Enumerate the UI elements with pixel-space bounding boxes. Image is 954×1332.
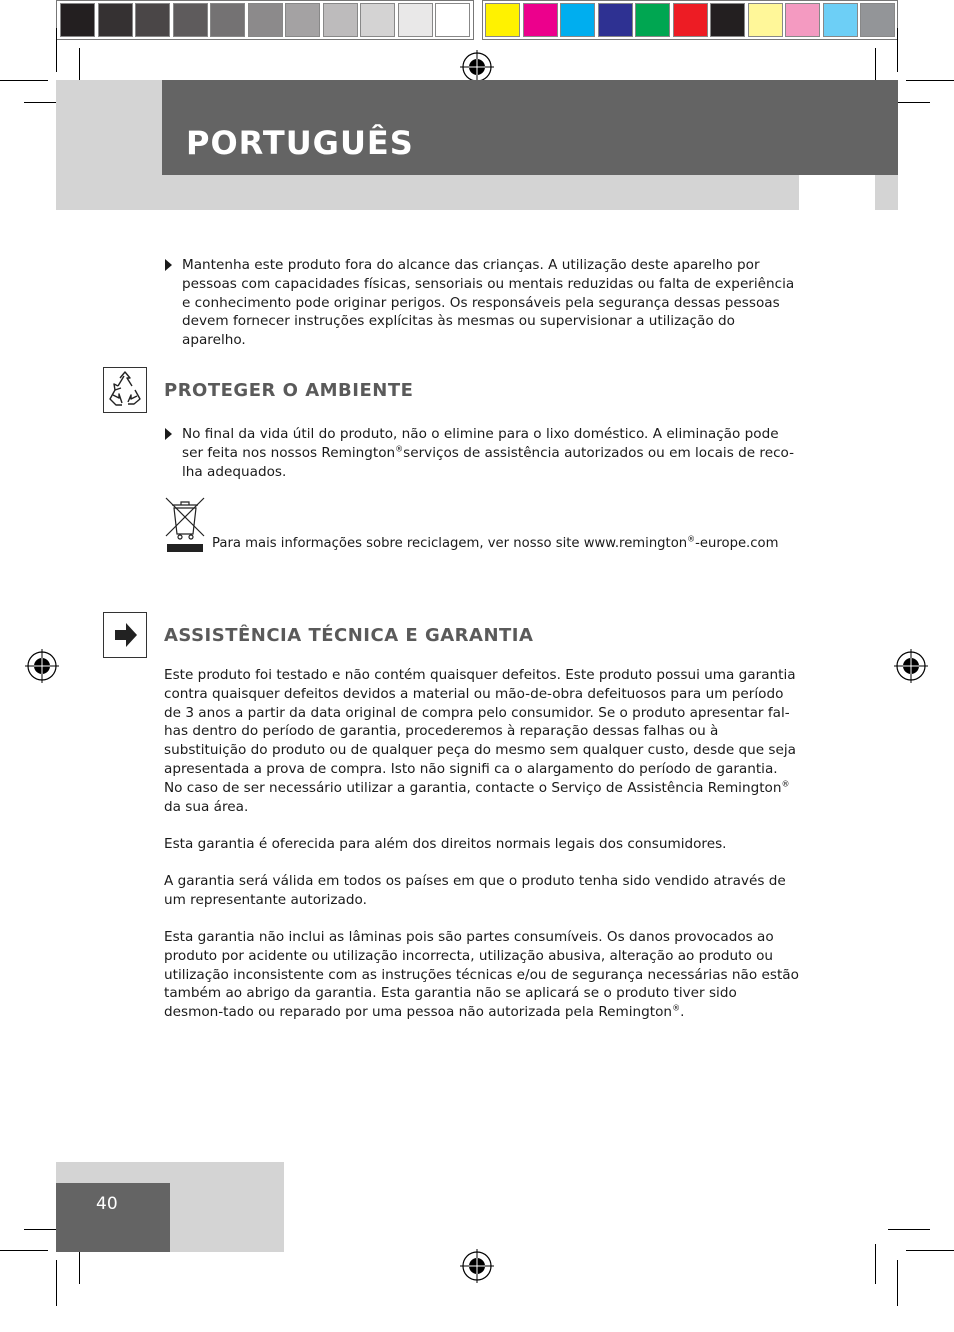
color-swatch <box>173 3 208 37</box>
bullet-marker-icon <box>165 259 172 271</box>
color-swatch <box>785 3 820 37</box>
crop-mark <box>56 1260 57 1306</box>
color-swatch <box>710 3 745 37</box>
color-swatch <box>210 3 245 37</box>
warranty-heading: ASSISTÊNCIA TÉCNICA E GARANTIA <box>164 625 534 646</box>
crop-mark <box>906 1250 954 1251</box>
bullet-marker-icon <box>165 428 172 440</box>
registration-mark-icon <box>25 649 59 683</box>
warranty-paragraph-2: Esta garantia é oferecida para além dos direitos normais legais dos consumidores. <box>164 836 727 852</box>
environment-bullet-text <box>182 425 797 481</box>
recycle-icon <box>104 368 146 412</box>
crop-mark <box>897 28 898 72</box>
warranty-paragraph-3: A garantia será válida em todos os países em que o produto tenha sido vendido através de um representante autorizado. <box>164 873 786 908</box>
arrow-icon-box <box>103 612 147 658</box>
color-swatch <box>98 3 133 37</box>
page-title: PORTUGUÊS <box>186 124 414 162</box>
color-swatch <box>285 3 320 37</box>
crop-mark <box>0 80 48 81</box>
registered-mark: ® <box>672 1003 681 1013</box>
color-swatch <box>135 3 170 37</box>
registration-mark-icon <box>460 50 494 84</box>
warranty-paragraph-1b <box>164 779 800 817</box>
warranty-paragraph-1b-b: da sua área. <box>164 798 249 815</box>
recycle-icon-box <box>103 367 147 413</box>
registered-mark: ® <box>687 534 696 544</box>
color-swatch <box>560 3 595 37</box>
crop-mark <box>897 1260 898 1306</box>
page-number: 40 <box>96 1194 118 1214</box>
environment-heading: PROTEGER O AMBIENTE <box>164 380 414 401</box>
color-swatch <box>360 3 395 37</box>
recycling-info-text-b: -europe.com <box>695 536 779 551</box>
color-swatch <box>598 3 633 37</box>
color-swatch <box>748 3 783 37</box>
color-swatch <box>398 3 433 37</box>
color-swatch <box>248 3 283 37</box>
crop-mark <box>875 1244 876 1284</box>
recycling-info-text <box>212 535 812 554</box>
recycling-info-text-a: Para mais informações sobre reciclagem, ver nosso site www.remington <box>212 536 688 551</box>
color-swatch <box>635 3 670 37</box>
color-swatch <box>823 3 858 37</box>
warranty-paragraph-4 <box>164 928 800 1022</box>
warranty-paragraph-4-b: . <box>680 1004 685 1021</box>
registration-mark-icon <box>460 1249 494 1283</box>
registered-mark: ® <box>395 444 404 454</box>
registration-mark-icon <box>894 649 928 683</box>
crossed-bin-icon <box>164 496 206 554</box>
registered-mark: ® <box>781 779 790 789</box>
crop-mark <box>0 1250 48 1251</box>
warranty-paragraph-1: Este produto foi testado e não contém quaisquer defeitos. Este produto possui uma garantia contra quaisquer defeitos devidos a material ou mão-de-obra defeituosos para um período de 3 anos a partir da data original de compra pelo consumidor. Se o produto apresentar fal-has dentro do período de garantia, procederemos à reparação dessas falhas ou à substituição do produto ou de qualquer peça do mesmo sem qualquer custo, desde que seja apresentada a prova de compra. Isto não signifi ca o alargamento do período de garantia. <box>164 667 796 777</box>
color-swatch <box>60 3 95 37</box>
color-swatch <box>485 3 520 37</box>
warranty-paragraph-1b-a: No caso de ser necessário utilizar a garantia, contacte o Serviço de Assistência Remington <box>164 780 782 796</box>
intro-bullet-text: Mantenha este produto fora do alcance das crianças. A utilização deste aparelho por pessoas com capacidades físicas, sensoriais ou mentais reduzidas ou falta de experiência e conhecimento pode originar perigos. Os responsáveis pela segurança dessas pessoas devem fornecer instruções explícitas às mesmas ou supervisionar a utilização do aparelho. <box>182 257 795 349</box>
color-swatch <box>523 3 558 37</box>
color-swatch <box>435 3 470 37</box>
crop-mark <box>888 1229 930 1230</box>
color-swatch <box>323 3 358 37</box>
color-swatch <box>860 3 895 37</box>
warranty-paragraph-4-a: Esta garantia não inclui as lâminas pois são partes consumíveis. Os danos provocados ao produto por acidente ou utilização incorrecta, utilização abusiva, alteração ao produto ou utilização inconsistente com as instruções técnicas e/ou de segurança necessárias não estão também ao abrigo da garantia. Esta garantia não se aplicará se o produto tiver sido desmon-tado ou reparado por uma pessoa não autorizada pela Remington <box>164 929 799 1021</box>
crop-mark <box>906 80 954 81</box>
arrow-right-icon <box>104 613 146 657</box>
environment-bullet-text-b: serviços de assistência autorizados ou em locais de reco-lha adequados. <box>182 444 795 480</box>
color-swatch <box>673 3 708 37</box>
environment-bullet-text-a: No final da vida útil do produto, não o elimine para o lixo doméstico. A eliminação pode ser feita nos nossos Remington <box>182 426 779 461</box>
crop-mark <box>56 28 57 72</box>
